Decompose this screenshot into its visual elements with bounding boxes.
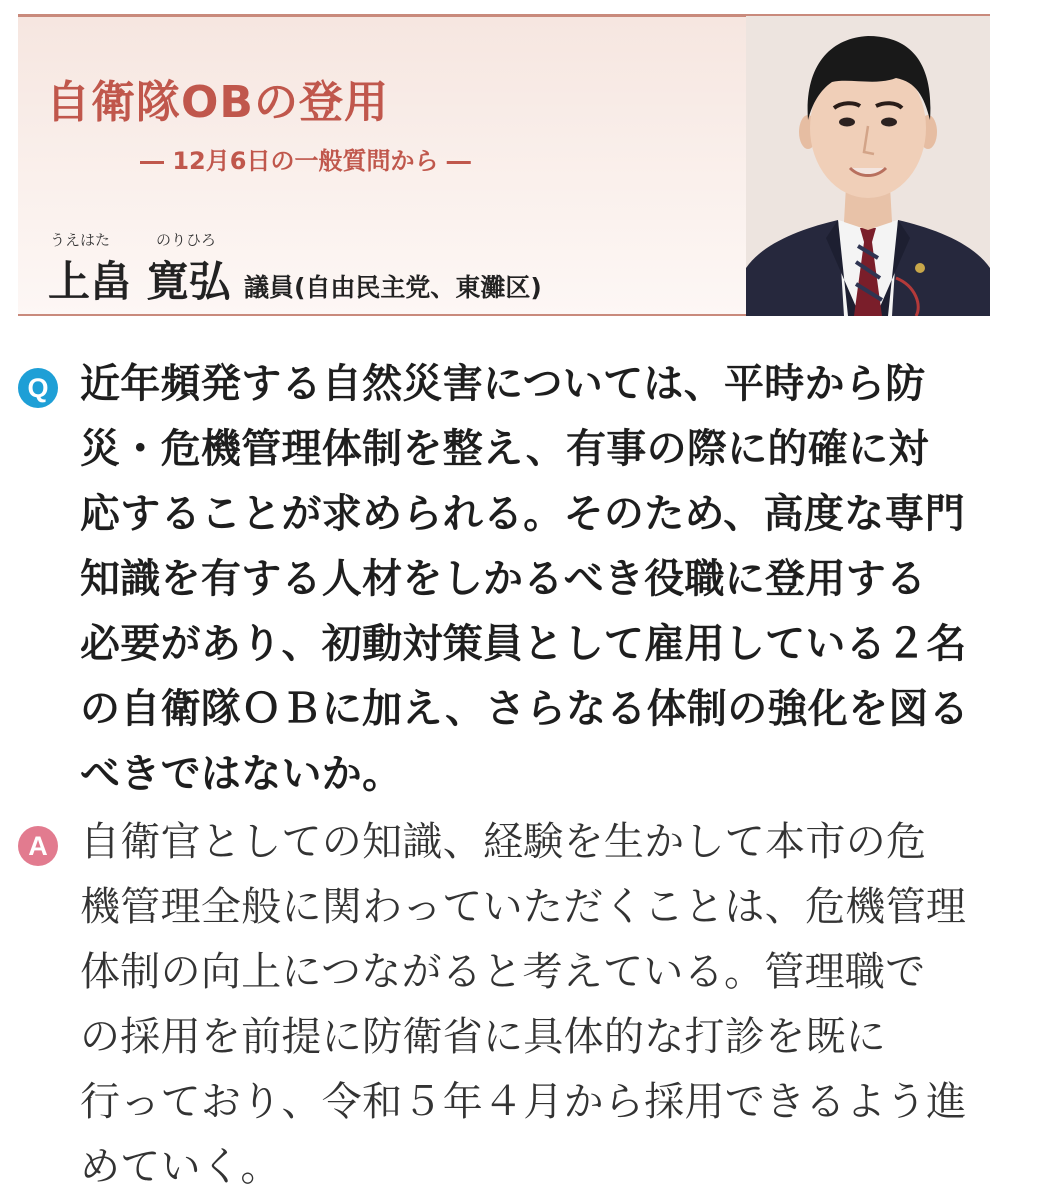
portrait-illustration bbox=[746, 16, 990, 316]
question-badge: Q bbox=[18, 368, 58, 408]
article-subtitle: ― 12月6日の一般質問から ― bbox=[140, 147, 471, 175]
answer-line: 機管理全般に関わっていただくことは、危機管理 bbox=[80, 884, 967, 930]
answer-line: めていく。 bbox=[80, 1144, 281, 1190]
question-line: 災・危機管理体制を整え、有事の際に的確に対 bbox=[80, 426, 929, 472]
article-title: 自衛隊OBの登用 bbox=[46, 77, 389, 128]
councilor-name: 上畠 寛弘 bbox=[48, 257, 231, 306]
answer-line: 行っており、令和５年４月から採用できるよう進 bbox=[80, 1079, 967, 1125]
question-line: 近年頻発する自然災害については、平時から防 bbox=[80, 361, 926, 407]
question-line: の自衛隊ＯＢに加え、さらなる体制の強化を図る bbox=[80, 686, 969, 732]
answer-badge: A bbox=[18, 826, 58, 866]
answer-line: の採用を前提に防衛省に具体的な打診を既に bbox=[80, 1014, 886, 1060]
answer-line: 自衛官としての知識、経験を生かして本市の危 bbox=[80, 819, 927, 865]
question-line: 知識を有する人材をしかるべき役職に登用する bbox=[80, 556, 927, 602]
councilor-portrait bbox=[746, 16, 990, 316]
question-line: 応することが求められる。そのため、高度な専門 bbox=[80, 491, 965, 537]
name-ruby-surname: うえはた bbox=[50, 231, 111, 249]
councilor-affiliation: 議員(自由民主党、東灘区) bbox=[244, 273, 542, 302]
name-ruby-given: のりひろ bbox=[156, 231, 217, 249]
question-line: 必要があり、初動対策員として雇用している２名 bbox=[80, 621, 967, 667]
answer-line: 体制の向上につながると考えている。管理職で bbox=[80, 949, 926, 995]
question-line: べきではないか。 bbox=[80, 751, 403, 797]
